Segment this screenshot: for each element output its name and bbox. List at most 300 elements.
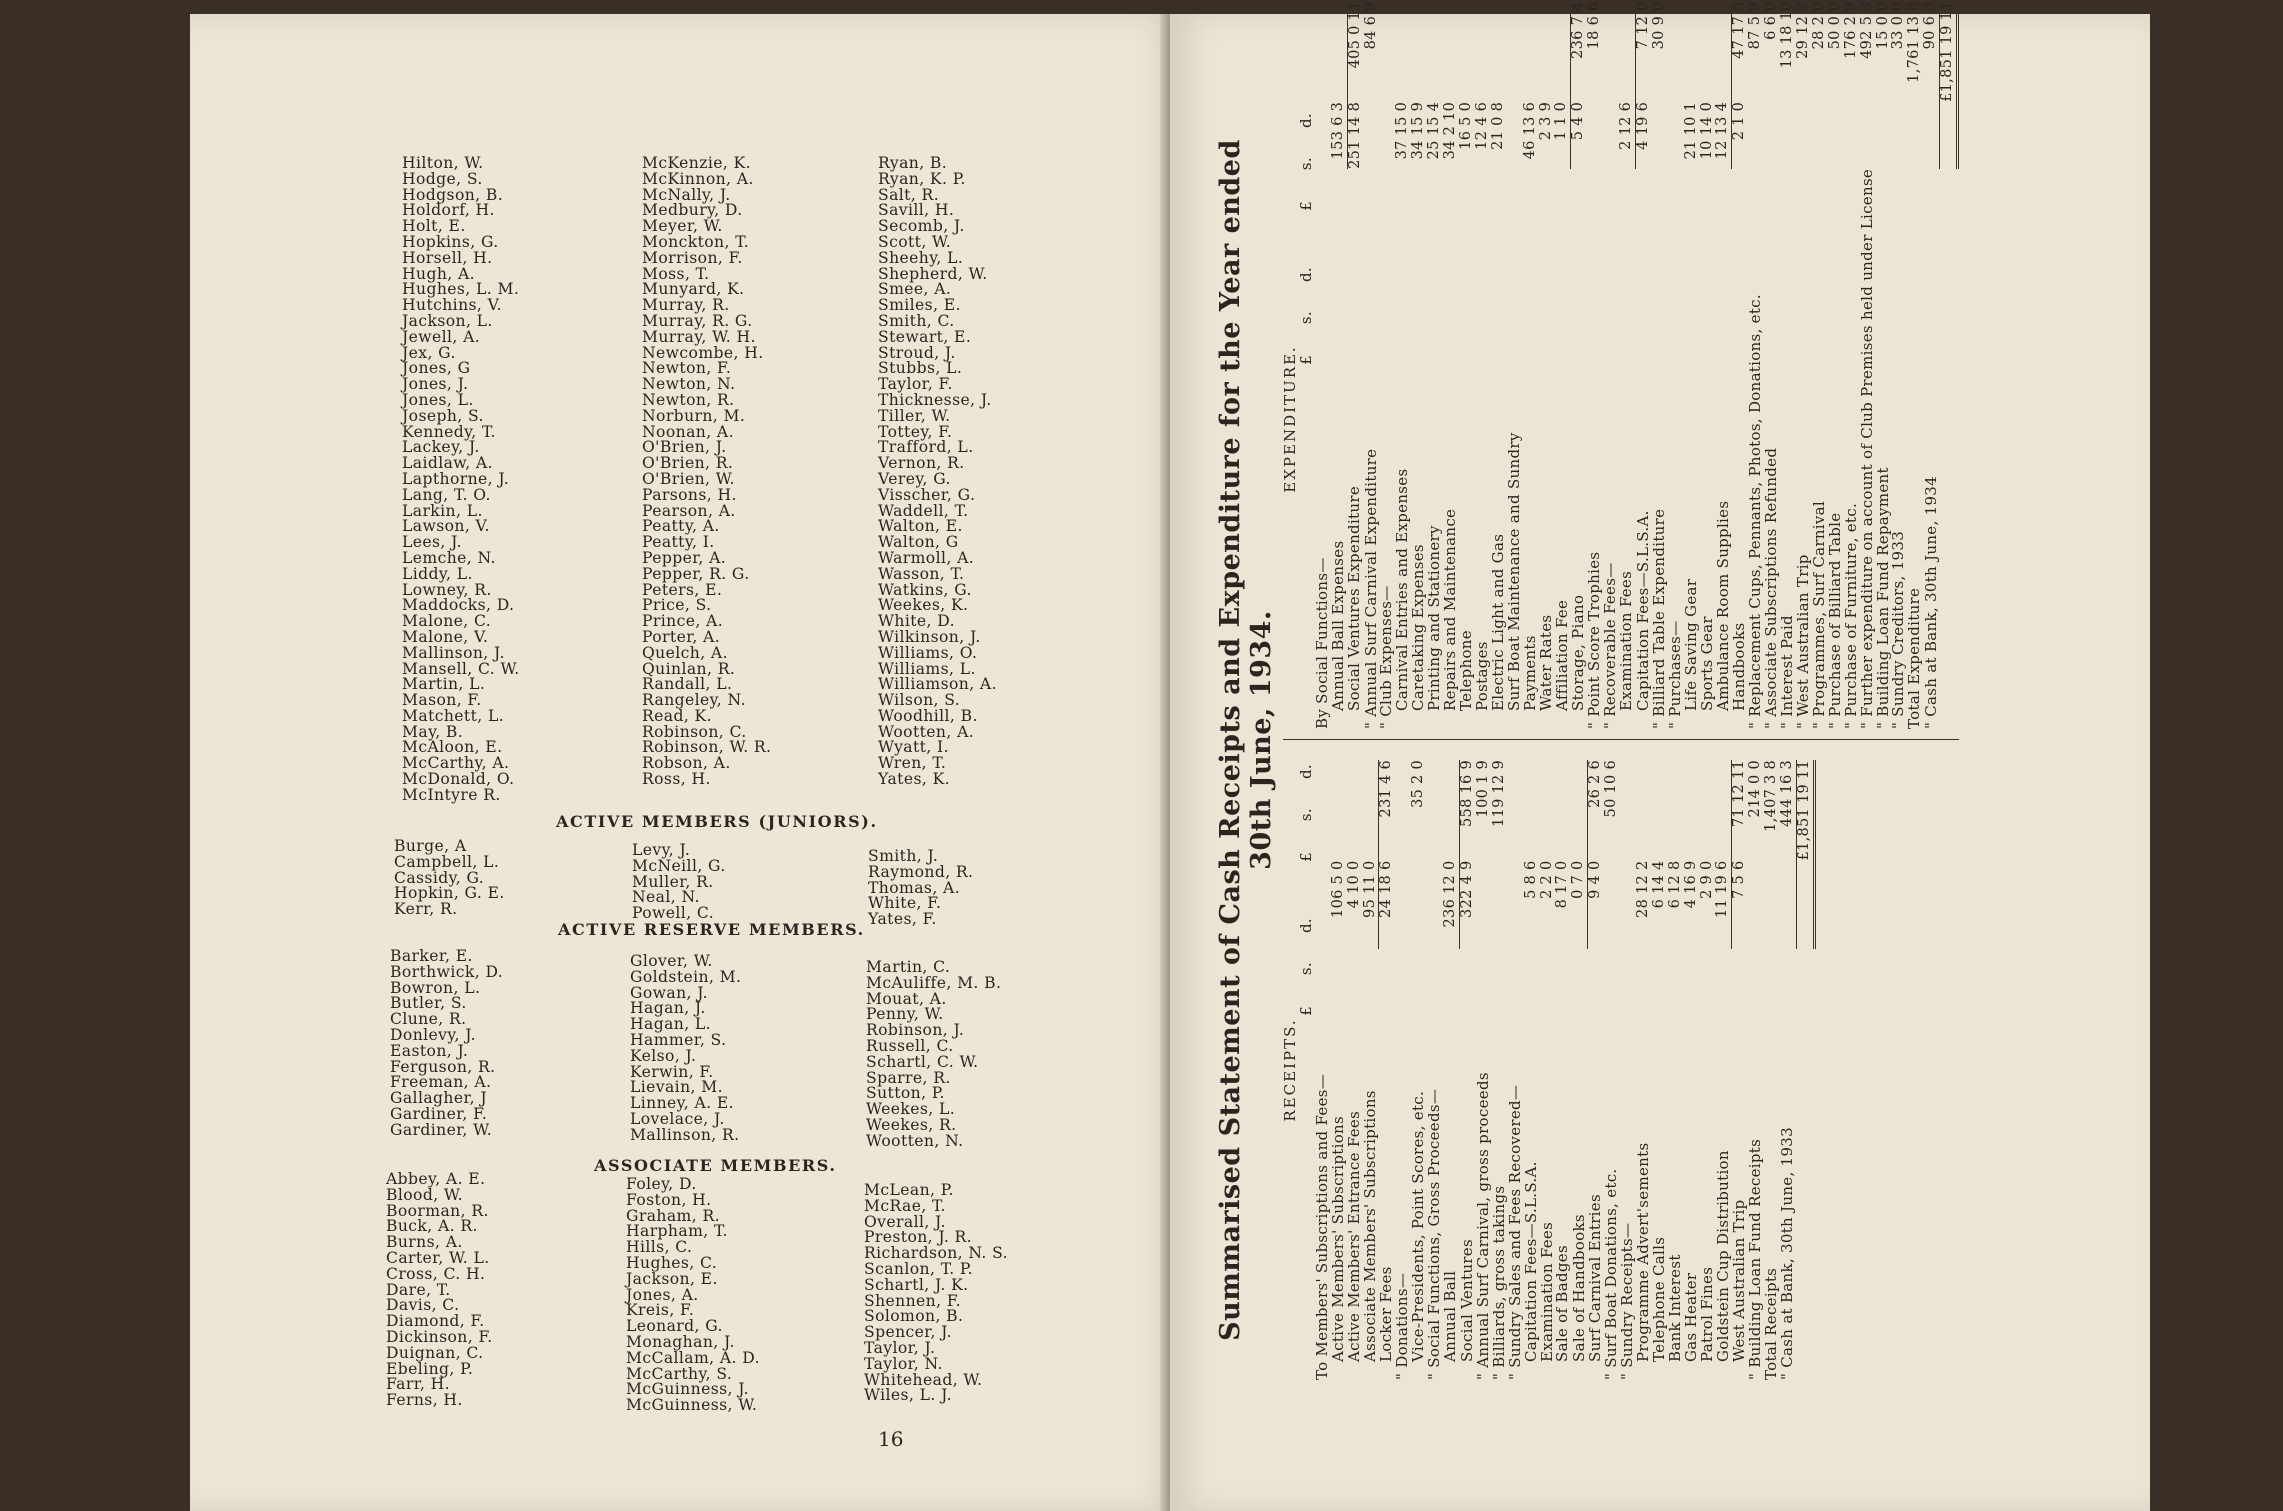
member-name: Wren, T. bbox=[878, 754, 947, 773]
member-name: Gardiner, F. bbox=[390, 1104, 488, 1123]
member-name: Linney, A. E. bbox=[630, 1094, 735, 1113]
total-amount bbox=[1700, 760, 1716, 860]
sub-amount bbox=[1427, 860, 1443, 949]
member-name: Hugh, A. bbox=[402, 264, 475, 283]
sub-amount bbox=[1603, 102, 1619, 169]
sub-amount: 34 2 10 bbox=[1442, 101, 1459, 160]
line-label: Affiliation Fee bbox=[1552, 599, 1571, 711]
expenditure-row bbox=[1443, 1, 1459, 729]
member-name: McNeill, G. bbox=[632, 856, 726, 875]
total-amount bbox=[1523, 1, 1539, 101]
total-amount bbox=[1715, 760, 1731, 860]
line-label: " Club Expenses— bbox=[1377, 585, 1396, 729]
member-name: O'Brien, R. bbox=[642, 454, 734, 473]
total-amount bbox=[1443, 1, 1459, 101]
member-name: Ferguson, R. bbox=[390, 1057, 496, 1076]
member-name: Ryan, K. P. bbox=[878, 169, 966, 188]
line-label: Goldstein Cup Distribution bbox=[1713, 1150, 1732, 1362]
member-name: Stubbs, L. bbox=[878, 359, 963, 378]
total-amount: 84 6 9 bbox=[1362, 1, 1379, 50]
associate-column-3 bbox=[864, 1183, 1008, 1404]
sub-amount: 153 6 3 bbox=[1329, 101, 1346, 160]
member-name: Visscher, G. bbox=[878, 485, 976, 504]
line-label: " Point Score Trophies bbox=[1585, 551, 1604, 729]
line-label: Annual Ball Expenses bbox=[1328, 540, 1347, 711]
line-label: " Recoverable Fees— bbox=[1601, 562, 1620, 729]
total-amount bbox=[1652, 760, 1668, 860]
member-name: Murray, R. G. bbox=[642, 311, 753, 330]
member-name: Pepper, R. G. bbox=[642, 564, 750, 583]
member-name: Wootten, A. bbox=[878, 722, 975, 741]
member-name: White, F. bbox=[868, 894, 942, 913]
line-label: " Building Loan Fund Receipts bbox=[1746, 1138, 1765, 1380]
sub-amount: 21 10 1 bbox=[1682, 101, 1699, 160]
total-amount bbox=[1539, 1, 1555, 101]
expenditure-row bbox=[1507, 1, 1523, 729]
member-name: Rangeley, N. bbox=[642, 691, 746, 710]
member-name: Hagan, L. bbox=[630, 1015, 712, 1034]
sub-amount bbox=[1780, 860, 1796, 949]
line-label: Capitation Fees—S.L.S.A. bbox=[1521, 1161, 1540, 1362]
sub-amount: 16 5 0 bbox=[1457, 101, 1474, 150]
member-name: Lang, T. O. bbox=[402, 485, 491, 504]
sub-amount: 2 2 0 bbox=[1538, 860, 1555, 899]
member-name: Watkins, G. bbox=[878, 580, 972, 599]
line-label: Annual Ball bbox=[1441, 1270, 1460, 1362]
total-amount bbox=[1475, 1, 1491, 101]
member-name: Smee, A. bbox=[878, 280, 952, 299]
member-name: Levy, J. bbox=[632, 841, 691, 859]
total-amount bbox=[1684, 760, 1700, 860]
member-name: Gowan, J. bbox=[630, 983, 709, 1002]
sub-amount: 251 14 8 bbox=[1346, 101, 1363, 169]
member-name: Lovelace, J. bbox=[630, 1109, 725, 1128]
total-amount: 47 17 5 bbox=[1732, 1, 1748, 101]
member-name: Kreis, F. bbox=[626, 1301, 695, 1320]
member-name: Newton, R. bbox=[642, 390, 735, 409]
member-name: Weekes, K. bbox=[878, 596, 969, 615]
line-label: Vice-Presidents, Point Scores, etc. bbox=[1409, 1090, 1428, 1362]
total-amount bbox=[1411, 1, 1427, 101]
total-amount: 558 16 9 bbox=[1459, 760, 1475, 860]
member-name: Williamson, A. bbox=[878, 675, 997, 694]
member-name: White, D. bbox=[878, 612, 955, 631]
line-label: " Sundry Receipts— bbox=[1618, 1222, 1637, 1380]
total-amount bbox=[1427, 760, 1443, 860]
member-name: Jewell, A. bbox=[402, 327, 481, 346]
expenditure-row bbox=[1459, 1, 1475, 729]
line-label: " Cash at Bank, 30th June, 1934 bbox=[1921, 476, 1940, 729]
line-label: Repairs and Maintenance bbox=[1441, 508, 1460, 711]
member-name: Schartl, C. W. bbox=[866, 1052, 979, 1071]
total-amount: 176 2 9 bbox=[1842, 1, 1859, 59]
member-name: Spencer, J. bbox=[864, 1323, 952, 1342]
total-amount: 33 0 0 bbox=[1890, 1, 1907, 50]
member-name: Diamond, F. bbox=[386, 1312, 485, 1331]
sub-amount bbox=[1828, 102, 1844, 169]
member-name: Whitehead, W. bbox=[864, 1370, 983, 1389]
member-name: Martin, L. bbox=[402, 675, 486, 694]
total-amount bbox=[1491, 1, 1507, 101]
line-label: By Social Functions— bbox=[1312, 557, 1331, 729]
line-label: " Annual Surf Carnival, gross proceeds bbox=[1473, 1072, 1492, 1380]
member-name: Porter, A. bbox=[642, 627, 721, 646]
total-amount bbox=[1700, 1, 1716, 101]
receipts-table bbox=[1312, 760, 1816, 1380]
line-label: " Surf Boat Donations, etc. bbox=[1602, 1168, 1621, 1380]
line-label: Water Rates bbox=[1536, 614, 1555, 711]
line-label: Programme Advert'sements bbox=[1633, 1142, 1652, 1362]
expenditure-row bbox=[1907, 1, 1923, 729]
member-name: Lapthorne, J. bbox=[402, 469, 510, 488]
member-name: Murray, W. H. bbox=[642, 327, 756, 346]
member-name: Joseph, S. bbox=[402, 406, 484, 425]
member-name: Donlevy, J. bbox=[390, 1025, 477, 1044]
line-label: Electric Light and Gas bbox=[1488, 533, 1507, 711]
total-amount bbox=[1347, 760, 1363, 860]
line-label: Postages bbox=[1472, 641, 1491, 711]
sub-amount bbox=[1476, 860, 1492, 949]
expenditure-panel bbox=[1281, 1, 1959, 740]
member-name: Burns, A. bbox=[386, 1233, 463, 1252]
member-name: Borthwick, D. bbox=[390, 962, 504, 981]
sub-amount: 5 4 0 bbox=[1571, 102, 1587, 169]
member-name: Kelso, J. bbox=[630, 1046, 697, 1065]
member-name: Salt, R. bbox=[878, 185, 940, 204]
member-name: Buck, A. R. bbox=[386, 1217, 478, 1236]
member-name: Jones, L. bbox=[402, 390, 474, 409]
total-amount: 35 2 0 bbox=[1410, 760, 1427, 808]
member-name: Lawson, V. bbox=[402, 517, 490, 536]
page-number: 16 bbox=[878, 1427, 904, 1451]
sub-amount bbox=[1764, 860, 1780, 949]
total-amount: 6 6 0 bbox=[1763, 1, 1780, 40]
line-label: Sale of Handbooks bbox=[1569, 1214, 1588, 1362]
total-amount: 15 0 0 bbox=[1874, 1, 1891, 50]
line-label: " Cash at Bank, 30th June, 1933 bbox=[1778, 1127, 1797, 1380]
total-amount bbox=[1363, 760, 1379, 860]
line-label: Social Ventures Expenditure bbox=[1345, 486, 1364, 711]
member-name: Monaghan, J. bbox=[626, 1332, 735, 1351]
sub-amount: 1 1 0 bbox=[1553, 101, 1570, 141]
total-amount: 26 2 6 bbox=[1588, 760, 1604, 860]
member-name: Smith, J. bbox=[868, 847, 939, 865]
member-name: Raymond, R. bbox=[868, 862, 974, 881]
sub-amount bbox=[1923, 102, 1939, 169]
member-name: McKinnon, A. bbox=[642, 169, 754, 188]
member-name: Thomas, A. bbox=[868, 878, 961, 897]
receipts-panel bbox=[1283, 760, 1816, 1380]
member-name: Lackey, J. bbox=[402, 438, 480, 457]
member-name: Jones, G bbox=[402, 359, 471, 378]
total-amount bbox=[1507, 1, 1523, 101]
line-label: Capitation Fees—S.L.S.A. bbox=[1633, 510, 1652, 711]
member-name: Price, S. bbox=[642, 596, 712, 615]
member-name: Dare, T. bbox=[386, 1280, 451, 1299]
member-name: McNally, J. bbox=[642, 185, 731, 204]
sub-amount: 12 4 6 bbox=[1473, 101, 1490, 150]
reserve-column-3 bbox=[866, 960, 1001, 1150]
member-name: Leonard, G. bbox=[626, 1317, 723, 1336]
member-name: Campbell, L. bbox=[394, 852, 500, 871]
member-name: Hagan, J. bbox=[630, 999, 706, 1018]
line-label: " Purchase of Billiard Table bbox=[1825, 512, 1844, 729]
sub-amount bbox=[1492, 860, 1508, 949]
total-amount: 100 1 9 bbox=[1474, 760, 1491, 818]
total-amount: 18 6 6 bbox=[1586, 1, 1603, 50]
receipts-row bbox=[1555, 760, 1571, 1380]
total-amount: 7 12 0 bbox=[1635, 1, 1651, 101]
member-name: Wilkinson, J. bbox=[878, 627, 981, 646]
juniors-column-3 bbox=[868, 849, 973, 928]
member-name: Hills, C. bbox=[626, 1238, 693, 1257]
member-name: Kennedy, T. bbox=[402, 422, 496, 441]
line-label: " Sundry Sales and Fees Recovered— bbox=[1505, 1084, 1524, 1380]
total-amount bbox=[1603, 1, 1619, 101]
total-amount bbox=[1619, 1, 1635, 101]
member-name: Prince, A. bbox=[642, 612, 724, 631]
receipts-row bbox=[1780, 760, 1796, 1380]
total-amount bbox=[1554, 1, 1570, 101]
sub-amount: 37 15 0 bbox=[1394, 101, 1411, 160]
member-name: Richardson, N. S. bbox=[864, 1244, 1009, 1263]
line-label: " Replacement Cups, Pennants, Photos, Donations, etc. bbox=[1746, 294, 1765, 729]
sub-amount: 106 5 0 bbox=[1329, 860, 1346, 918]
member-name: Boorman, R. bbox=[386, 1201, 489, 1220]
member-name: Mason, F. bbox=[402, 691, 482, 710]
line-label: Printing and Stationery bbox=[1425, 525, 1444, 711]
sub-amount bbox=[1508, 860, 1524, 949]
line-label: West Australian Trip bbox=[1730, 1199, 1749, 1362]
total-amount: 71 12 11 bbox=[1732, 760, 1748, 860]
member-name: Hopkins, G. bbox=[402, 232, 499, 251]
line-label: Total Receipts bbox=[1762, 1267, 1781, 1380]
total-amount: 50 10 6 bbox=[1603, 760, 1620, 818]
member-name: Peters, E. bbox=[642, 580, 723, 599]
sub-amount: 11 19 6 bbox=[1714, 860, 1731, 918]
member-name: Lees, J. bbox=[402, 533, 462, 552]
sub-amount: 4 16 9 bbox=[1682, 860, 1699, 909]
member-name: Holt, E. bbox=[402, 217, 466, 236]
sub-amount bbox=[1891, 102, 1907, 169]
member-name: Foley, D. bbox=[626, 1175, 697, 1193]
line-label: " Further expenditure on account of Club Premises held under License bbox=[1857, 168, 1876, 729]
sub-amount bbox=[1652, 102, 1668, 169]
member-name: Williams, O. bbox=[878, 643, 978, 662]
member-name: Glover, W. bbox=[630, 952, 713, 970]
member-name: Ferns, H. bbox=[386, 1391, 463, 1410]
member-name: Pearson, A. bbox=[642, 501, 736, 520]
sub-amount: 4 19 6 bbox=[1635, 102, 1651, 169]
member-name: Smiles, E. bbox=[878, 296, 961, 315]
member-name: Hopkin, G. E. bbox=[394, 884, 505, 903]
sub-amount: 6 14 4 bbox=[1650, 860, 1667, 909]
member-name: Malone, C. bbox=[402, 612, 492, 631]
member-name: Muller, R. bbox=[632, 872, 714, 891]
member-column-2 bbox=[642, 156, 771, 788]
sub-amount bbox=[1780, 102, 1796, 169]
member-name: Sparre, R. bbox=[866, 1068, 951, 1087]
member-name: Stroud, J. bbox=[878, 343, 956, 362]
member-name: McCarthy, A. bbox=[402, 754, 510, 773]
line-label: " Associate Subscriptions Refunded bbox=[1762, 447, 1781, 729]
total-amount: 30 9 0 bbox=[1650, 1, 1667, 50]
sub-amount bbox=[1764, 102, 1780, 169]
receipts-row bbox=[1797, 760, 1815, 1380]
member-column-3 bbox=[878, 156, 997, 788]
sub-amount bbox=[1315, 102, 1331, 169]
cash-statement bbox=[1215, 1, 2015, 1380]
member-name: Newton, N. bbox=[642, 375, 736, 394]
line-label: Active Members' Subscriptions bbox=[1328, 1116, 1347, 1362]
expenditure-currency-header: £ s. d. £ s. d. bbox=[1296, 113, 1315, 365]
member-name: Wyatt, I. bbox=[878, 738, 949, 757]
member-name: Mallinson, J. bbox=[402, 643, 505, 662]
member-name: Barker, E. bbox=[390, 947, 473, 965]
total-amount bbox=[1395, 1, 1411, 101]
line-label: Caretaking Expenses bbox=[1409, 544, 1428, 711]
sub-amount: 24 18 6 bbox=[1379, 860, 1395, 949]
member-name: Lievain, M. bbox=[630, 1078, 723, 1097]
member-name: McDonald, O. bbox=[402, 770, 515, 789]
total-amount: £1,851 19 11 bbox=[1940, 1, 1958, 101]
expenditure-row bbox=[1715, 1, 1731, 729]
member-name: Hodge, S. bbox=[402, 169, 483, 188]
member-name: Hughes, L. M. bbox=[402, 280, 520, 299]
member-name: Kerwin, F. bbox=[630, 1062, 714, 1081]
line-label: Associate Members' Subscriptions bbox=[1360, 1090, 1379, 1362]
sub-amount: 34 15 9 bbox=[1410, 101, 1427, 160]
line-label: " Billiard Table Expenditure bbox=[1649, 508, 1668, 729]
member-name: Shennen, F. bbox=[864, 1291, 961, 1310]
member-name: Burge, A bbox=[394, 837, 467, 855]
member-name: Newcombe, H. bbox=[642, 343, 764, 362]
line-label: Storage, Piano bbox=[1569, 594, 1588, 711]
sub-amount bbox=[1876, 102, 1892, 169]
member-name: Blood, W. bbox=[386, 1185, 463, 1204]
line-label: Examination Fees bbox=[1617, 570, 1636, 711]
member-name: Dickinson, F. bbox=[386, 1327, 493, 1346]
member-name: Cross, C. H. bbox=[386, 1264, 486, 1283]
sub-amount bbox=[1748, 102, 1764, 169]
member-name: McCarthy, S. bbox=[626, 1364, 733, 1383]
total-amount bbox=[1636, 760, 1652, 860]
member-name: Lowney, R. bbox=[402, 580, 492, 599]
total-amount bbox=[1331, 760, 1347, 860]
line-label: " Annual Surf Carnival Expenditure bbox=[1361, 448, 1380, 729]
member-name: Hilton, W. bbox=[402, 154, 484, 172]
member-name: Robinson, C. bbox=[642, 722, 747, 741]
member-name: Easton, J. bbox=[390, 1041, 469, 1060]
line-label: Total Expenditure bbox=[1905, 587, 1924, 729]
member-name: Warmoll, A. bbox=[878, 548, 975, 567]
line-label: Telephone Calls bbox=[1649, 1236, 1668, 1362]
member-name: Yates, F. bbox=[868, 910, 937, 929]
total-amount bbox=[1555, 760, 1571, 860]
total-amount: 29 12 2 bbox=[1795, 1, 1811, 59]
expenditure-caption: EXPENDITURE. bbox=[1281, 345, 1299, 493]
member-name: Shepherd, W. bbox=[878, 264, 988, 283]
total-amount bbox=[1668, 1, 1684, 101]
line-label: Carnival Entries and Expenses bbox=[1393, 468, 1412, 711]
sub-amount: 25 15 4 bbox=[1426, 101, 1443, 160]
member-name: Wiles, L. J. bbox=[864, 1386, 952, 1405]
total-amount bbox=[1684, 1, 1700, 101]
member-name: Jackson, L. bbox=[402, 311, 493, 330]
member-name: Maddocks, D. bbox=[402, 596, 515, 615]
member-name: Hughes, C. bbox=[626, 1253, 718, 1272]
line-label: Active Members' Entrance Fees bbox=[1344, 1110, 1363, 1362]
member-name: Harpham, T. bbox=[626, 1222, 728, 1241]
total-amount: 444 16 3 bbox=[1779, 760, 1796, 827]
member-name: Laidlaw, A. bbox=[402, 454, 493, 473]
member-name: Peatty, I. bbox=[642, 533, 715, 552]
sub-amount bbox=[1620, 860, 1636, 949]
member-name: Sutton, P. bbox=[866, 1084, 945, 1103]
sub-amount bbox=[1860, 102, 1876, 169]
member-name: Jones, A. bbox=[626, 1285, 699, 1304]
member-name: Lemche, N. bbox=[402, 548, 496, 567]
line-label: " Purchases— bbox=[1665, 620, 1684, 729]
member-name: Robson, A. bbox=[642, 754, 731, 773]
sub-amount: 2 1 0 bbox=[1732, 102, 1748, 169]
sub-amount: 95 11 0 bbox=[1361, 860, 1378, 918]
member-name: Medbury, D. bbox=[642, 201, 743, 220]
member-name: Randall, L. bbox=[642, 675, 733, 694]
sub-amount bbox=[1364, 102, 1380, 169]
sub-amount: 2 3 9 bbox=[1537, 101, 1554, 141]
total-amount: 231 4 6 bbox=[1379, 760, 1395, 860]
member-name: McGuinness, J. bbox=[626, 1380, 750, 1399]
total-amount bbox=[1395, 760, 1411, 860]
member-name: Tottey, F. bbox=[878, 422, 953, 441]
member-name: Morrison, F. bbox=[642, 248, 743, 267]
member-name: McCallam, A. D. bbox=[626, 1348, 760, 1367]
member-name: Horsell, H. bbox=[402, 248, 493, 267]
member-name: Freeman, A. bbox=[390, 1073, 492, 1092]
sub-amount: 4 10 0 bbox=[1345, 860, 1362, 909]
member-name: Ryan, B. bbox=[878, 154, 948, 172]
member-name: Mansell, C. W. bbox=[402, 659, 520, 678]
member-name: Quinlan, R. bbox=[642, 659, 736, 678]
sub-amount bbox=[1379, 102, 1395, 169]
member-name: Peatty, A. bbox=[642, 517, 720, 536]
total-amount: 50 0 0 bbox=[1826, 1, 1843, 50]
line-label: Surf Boat Maintenance and Sundry bbox=[1504, 432, 1523, 711]
member-name: Verey, G. bbox=[878, 469, 951, 488]
member-name: Kerr, R. bbox=[394, 900, 458, 919]
left-page bbox=[190, 14, 1178, 1511]
member-name: Russell, C. bbox=[866, 1036, 954, 1055]
line-label: Ambulance Room Supplies bbox=[1713, 500, 1732, 711]
expenditure-row bbox=[1940, 1, 1958, 729]
member-name: O'Brien, W. bbox=[642, 469, 735, 488]
reserve-heading: ACTIVE RESERVE MEMBERS. bbox=[558, 920, 865, 939]
member-name: McIntyre R. bbox=[402, 785, 501, 804]
line-label bbox=[1797, 949, 1815, 1380]
member-name: Quelch, A. bbox=[642, 643, 728, 662]
total-amount bbox=[1715, 1, 1731, 101]
sub-amount bbox=[1797, 860, 1815, 949]
sub-amount bbox=[1587, 102, 1603, 169]
total-amount: 236 7 4 bbox=[1571, 1, 1587, 101]
line-label: Locker Fees bbox=[1377, 1266, 1396, 1362]
line-label: " Building Loan Fund Repayment bbox=[1873, 467, 1892, 729]
total-amount bbox=[1379, 1, 1395, 101]
member-name: Duignan, C. bbox=[386, 1343, 484, 1362]
sub-amount bbox=[1604, 860, 1620, 949]
member-name: Murray, R. bbox=[642, 296, 730, 315]
